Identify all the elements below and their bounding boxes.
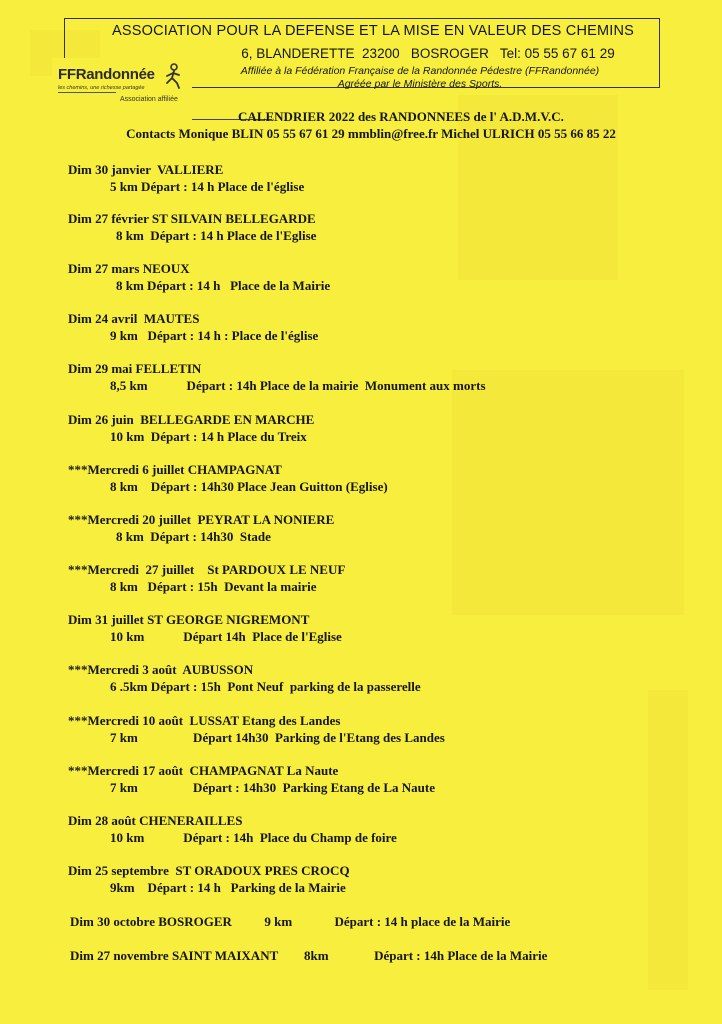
event-details: 6 .5km Départ : 15h Pont Neuf parking de la passerelle [110,679,421,694]
event-title: Dim 27 novembre SAINT MAIXANT 8km Départ : 14h Place de la Mairie [70,948,548,963]
association-name: ASSOCIATION POUR LA DEFENSE ET LA MISE EN VALEUR DES CHEMINS [112,23,635,39]
affiliation-line-1: Affiliée à la Fédération Française de la Randonnée Pédestre (FFRandonnée) [240,65,600,77]
association-address: 6, BLANDERETTE 23200 BOSROGER Tel: 05 55 67 61 29 [241,46,615,61]
event-details: 8 km Départ : 14 h Place de la Mairie [116,278,331,293]
event-details: 7 km Départ : 14h30 Parking Etang de La Naute [110,780,436,795]
event-title: Dim 27 février ST SILVAIN BELLEGARDE [68,211,316,226]
event-details: 10 km Départ : 14 h Place du Treix [110,429,307,444]
event-title: ***Mercredi 6 juillet CHAMPAGNAT [68,462,282,477]
event-details: 9 km Départ : 14 h : Place de l'église [110,328,319,343]
logo-tagline: les chemins, une richesse partagée [58,85,145,91]
event-details: 8,5 km Départ : 14h Place de la mairie Monument aux morts [110,378,486,393]
affiliation-line-2: Agréée par le Ministère des Sports. [337,78,503,90]
event-details: 7 km Départ 14h30 Parking de l'Etang des Landes [110,730,445,745]
event-title: ***Mercredi 27 juillet St PARDOUX LE NEUF [68,562,346,577]
event-details: 5 km Départ : 14 h Place de l'église [110,179,305,194]
event-details: 8 km Départ : 14 h Place de l'Eglise [116,228,317,243]
event-title: Dim 27 mars NEOUX [68,261,190,276]
event-title: Dim 24 avril MAUTES [68,311,200,326]
logo-affiliation: Association affiliée [120,96,178,103]
event-title: Dim 28 août CHENERAILLES [68,813,243,828]
calendar-title: CALENDRIER 2022 des RANDONNEES de l' A.D.M.V.C. [238,109,564,124]
event-title: ***Mercredi 10 août LUSSAT Etang des Landes [68,713,341,728]
event-title: Dim 30 octobre BOSROGER 9 km Départ : 14 h place de la Mairie [70,914,511,929]
event-title: ***Mercredi 17 août CHAMPAGNAT La Naute [68,763,339,778]
logo-brand-text: FFRandonnée [58,66,155,83]
event-details: 10 km Départ 14h Place de l'Eglise [110,629,342,644]
event-title: Dim 31 juillet ST GEORGE NIGREMONT [68,612,310,627]
event-details: 10 km Départ : 14h Place du Champ de foire [110,830,397,845]
event-title: Dim 25 septembre ST ORADOUX PRES CROCQ [68,863,350,878]
event-details: 9km Départ : 14 h Parking de la Mairie [110,880,346,895]
event-title: Dim 30 janvier VALLIERE [68,162,224,177]
event-title: Dim 26 juin BELLEGARDE EN MARCHE [68,412,315,427]
event-title: ***Mercredi 20 juillet PEYRAT LA NONIERE [68,512,335,527]
event-details: 8 km Départ : 15h Devant la mairie [110,579,317,594]
event-title: Dim 29 mai FELLETIN [68,361,202,376]
contacts-line: Contacts Monique BLIN 05 55 67 61 29 mmblin@free.fr Michel ULRICH 05 55 66 85 22 [126,126,616,141]
event-details: 8 km Départ : 14h30 Stade [116,529,271,544]
event-details: 8 km Départ : 14h30 Place Jean Guitton (Eglise) [110,479,388,494]
event-title: ***Mercredi 3 août AUBUSSON [68,662,254,677]
